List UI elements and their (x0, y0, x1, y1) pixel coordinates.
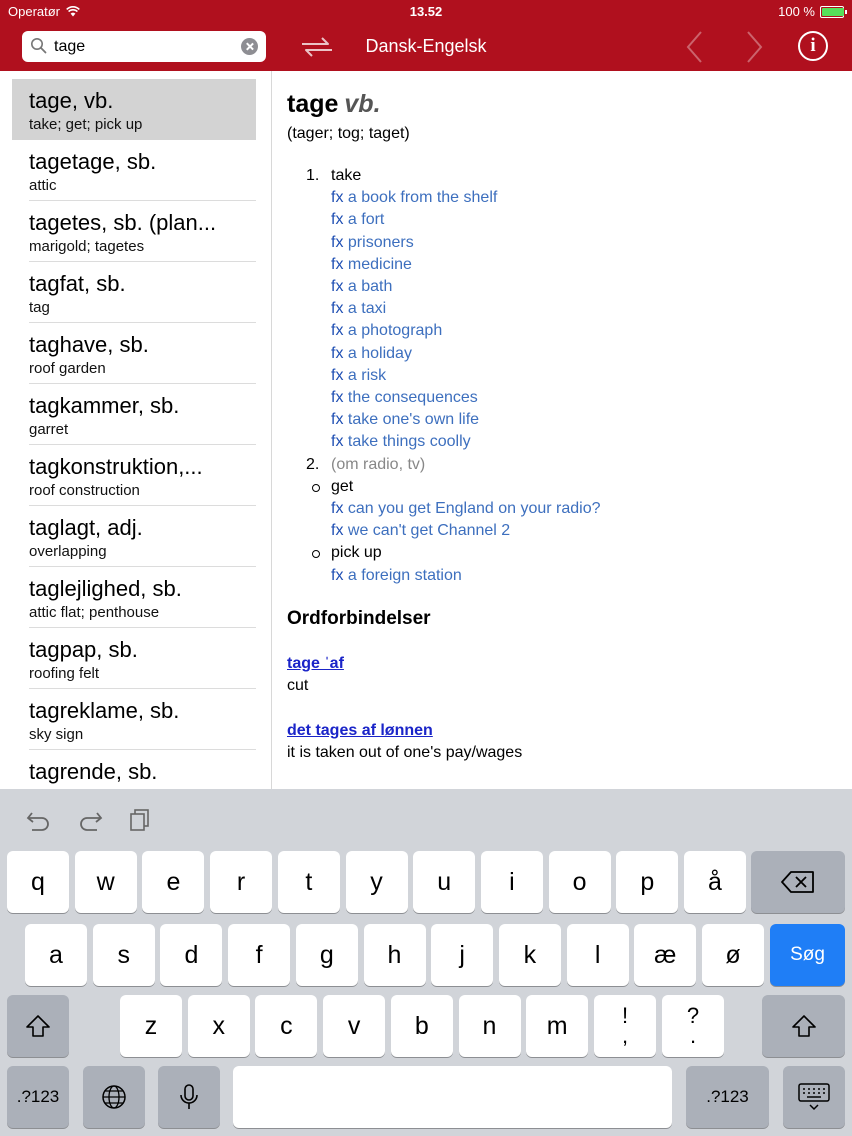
punct-top: ! (621, 1003, 629, 1028)
phrase-entry (287, 653, 847, 697)
dictionary-entry (287, 71, 847, 789)
example-text: take things coolly (347, 433, 471, 451)
phrase-link[interactable] (287, 720, 847, 742)
backspace-icon (781, 870, 815, 894)
fx-marker: fx (331, 522, 344, 540)
search-field[interactable] (22, 31, 266, 62)
fx-marker: fx (331, 278, 344, 296)
key-m[interactable]: m (526, 995, 588, 1057)
subsense-get: get (287, 476, 847, 498)
key-exclamation-comma[interactable] (594, 995, 656, 1057)
app-header (0, 0, 852, 71)
list-item-translation: garret (29, 421, 69, 438)
example-link[interactable] (331, 409, 847, 431)
key-n[interactable]: n (459, 995, 521, 1057)
phrase-entry (287, 720, 847, 764)
entry-headword (287, 90, 847, 119)
fx-marker: fx (331, 566, 344, 584)
example-text: prisoners (347, 233, 414, 251)
fx-marker: fx (331, 389, 344, 407)
list-item[interactable] (12, 567, 256, 628)
key-y[interactable]: y (346, 851, 408, 913)
example-text: medicine (347, 255, 412, 273)
example-text: a fort (347, 211, 385, 229)
key-s[interactable]: s (93, 924, 155, 986)
list-item-headword: tagrende, sb. (29, 759, 158, 784)
example-text: a foreign station (347, 566, 462, 584)
example-link[interactable] (331, 187, 847, 209)
punct-bottom: , (621, 1023, 629, 1048)
word-list[interactable] (0, 71, 272, 789)
key-question-period[interactable] (662, 995, 724, 1057)
fx-marker: fx (331, 344, 344, 362)
list-item-translation: sky sign (29, 726, 84, 743)
list-item[interactable] (12, 262, 256, 323)
list-item-headword: tagetage, sb. (29, 149, 157, 174)
list-item-headword: tagkonstruktion,... (29, 454, 203, 479)
key-j[interactable]: j (431, 924, 493, 986)
list-item-headword: taglagt, adj. (29, 515, 143, 540)
example-text: we can't get Channel 2 (347, 522, 511, 540)
key-o[interactable]: o (549, 851, 611, 913)
key-g[interactable]: g (296, 924, 358, 986)
sense-number: 2. (306, 455, 320, 473)
example-text: a bath (347, 278, 393, 296)
battery-percent: 100 % (778, 4, 815, 19)
list-item[interactable] (12, 323, 256, 384)
example-link[interactable] (331, 387, 847, 409)
list-item-headword: tagreklame, sb. (29, 698, 180, 723)
example-link[interactable] (331, 320, 847, 342)
list-item[interactable] (12, 689, 256, 750)
subsense-pick-up: pick up (287, 542, 847, 564)
key-c[interactable]: c (255, 995, 317, 1057)
example-link[interactable] (331, 343, 847, 365)
battery-icon (820, 6, 844, 18)
list-item[interactable] (12, 445, 256, 506)
keyboard-toolbar (0, 789, 852, 849)
sense-number: 1. (306, 167, 320, 184)
phrase-meaning: cut (287, 676, 309, 694)
search-icon (30, 37, 48, 55)
key-x[interactable]: x (188, 995, 250, 1057)
key-d[interactable]: d (160, 924, 222, 986)
battery-info (778, 4, 844, 19)
list-item[interactable] (12, 628, 256, 689)
list-item[interactable] (12, 506, 256, 567)
list-item[interactable] (12, 79, 256, 140)
example-text: a book from the shelf (347, 189, 498, 207)
redo-icon[interactable] (77, 807, 103, 833)
example-text: a risk (347, 366, 387, 384)
key-k[interactable]: k (499, 924, 561, 986)
list-item-headword: tage, vb. (29, 88, 114, 113)
example-link[interactable] (331, 232, 847, 254)
example-link[interactable] (331, 298, 847, 320)
carrier-label: Operatør (8, 4, 61, 19)
key-t[interactable]: t (278, 851, 340, 913)
key-v[interactable]: v (323, 995, 385, 1057)
list-item-translation: roof construction (29, 482, 140, 499)
shift-key-left[interactable] (7, 995, 69, 1057)
undo-icon[interactable] (26, 807, 52, 833)
globe-icon (101, 1084, 127, 1110)
example-link[interactable] (331, 365, 847, 387)
list-item-headword: tagpap, sb. (29, 637, 138, 662)
fx-marker: fx (331, 411, 344, 429)
list-item[interactable] (12, 140, 256, 201)
punct-top: ? (686, 1003, 700, 1028)
key-p[interactable]: p (616, 851, 678, 913)
example-link[interactable] (331, 254, 847, 276)
fx-marker: fx (331, 189, 344, 207)
example-text: a holiday (347, 344, 412, 362)
fx-marker: fx (331, 300, 344, 318)
key-a[interactable]: a (25, 924, 87, 986)
key-z[interactable]: z (120, 995, 182, 1057)
phrase-meaning: it is taken out of one's pay/wages (287, 743, 523, 761)
microphone-icon (179, 1084, 199, 1110)
list-item-headword: taglejlighed, sb. (29, 576, 182, 601)
key-ø[interactable]: ø (702, 924, 764, 986)
phrases-heading: Ordforbindelser (287, 607, 431, 629)
list-item-translation: roof garden (29, 360, 106, 377)
key-w[interactable]: w (75, 851, 137, 913)
list-item-translation: take; get; pick up (29, 116, 143, 133)
forward-arrow-icon[interactable] (743, 30, 765, 64)
space-bar[interactable] (233, 1066, 672, 1128)
list-item-translation: tag (29, 299, 50, 316)
sense-2 (287, 454, 847, 476)
on-screen-keyboard (0, 789, 852, 1136)
example-text: a taxi (347, 300, 387, 318)
list-item-translation: roofing felt (29, 665, 100, 682)
fx-marker: fx (331, 255, 344, 273)
list-item-headword: taghave, sb. (29, 332, 149, 357)
headword-text: tage (287, 90, 339, 118)
sense-note: (om radio, tv) (331, 455, 426, 473)
phrase-term[interactable]: tage ˈaf (287, 654, 344, 672)
example-link[interactable] (331, 431, 847, 453)
key-e[interactable]: e (142, 851, 204, 913)
key-b[interactable]: b (391, 995, 453, 1057)
key-l[interactable]: l (567, 924, 629, 986)
numbers-key-left[interactable]: .?123 (7, 1066, 69, 1128)
key-u[interactable]: u (413, 851, 475, 913)
example-text: can you get England on your radio? (347, 500, 601, 518)
shift-key-right[interactable] (762, 995, 845, 1057)
list-item-translation: overlapping (29, 543, 107, 560)
key-f[interactable]: f (228, 924, 290, 986)
hide-keyboard-key[interactable] (783, 1066, 845, 1128)
phrase-link[interactable] (287, 653, 847, 675)
example-text: take one's own life (347, 411, 480, 429)
example-link[interactable] (331, 498, 847, 520)
list-item-headword: tagfat, sb. (29, 271, 126, 296)
fx-marker: fx (331, 500, 344, 518)
list-item[interactable] (12, 384, 256, 445)
list-item-headword: tagetes, sb. (plan... (29, 210, 217, 235)
paste-icon[interactable] (128, 807, 154, 833)
dictation-key[interactable] (158, 1066, 220, 1128)
key-q[interactable]: q (7, 851, 69, 913)
back-arrow-icon[interactable] (684, 30, 706, 64)
shift-icon (791, 1013, 817, 1039)
shift-icon (25, 1013, 51, 1039)
fx-marker: fx (331, 233, 344, 251)
punct-bottom: . (689, 1023, 697, 1048)
fx-marker: fx (331, 211, 344, 229)
part-of-speech: vb. (344, 90, 381, 118)
sense-1 (287, 165, 847, 454)
info-icon: i (810, 35, 816, 56)
list-item[interactable] (12, 201, 256, 262)
sense-list (287, 165, 847, 587)
hide-keyboard-icon (797, 1082, 831, 1112)
fx-marker: fx (331, 433, 344, 451)
search-return-key[interactable]: Søg (770, 924, 845, 986)
search-input[interactable] (54, 35, 232, 58)
list-item-translation: attic (29, 177, 57, 194)
dictionary-title: Dansk-Engelsk (365, 36, 487, 56)
status-bar (0, 0, 852, 24)
inflection-forms: (tager; tog; taget) (287, 125, 410, 142)
clear-search-icon[interactable] (241, 38, 258, 55)
example-link[interactable] (331, 276, 847, 298)
phrase-term[interactable]: det tages af lønnen (287, 721, 433, 739)
key-i[interactable]: i (481, 851, 543, 913)
example-link[interactable] (331, 565, 847, 587)
key-æ[interactable]: æ (634, 924, 696, 986)
list-item-headword: tagkammer, sb. (29, 393, 180, 418)
list-item-translation: attic flat; penthouse (29, 604, 160, 621)
swap-languages-icon[interactable] (298, 34, 336, 60)
key-r[interactable]: r (210, 851, 272, 913)
key-h[interactable]: h (364, 924, 426, 986)
backspace-key[interactable] (751, 851, 845, 913)
list-item-translation: marigold; tagetes (29, 238, 145, 255)
fx-marker: fx (331, 366, 344, 384)
key-å[interactable]: å (684, 851, 746, 913)
status-time: 13.52 (409, 4, 443, 19)
fx-marker: fx (331, 322, 344, 340)
numbers-key-right[interactable]: .?123 (686, 1066, 769, 1128)
globe-key[interactable] (83, 1066, 145, 1128)
example-text: a photograph (347, 322, 443, 340)
info-button[interactable] (798, 31, 828, 61)
sense-gloss: take (331, 167, 362, 184)
example-link[interactable] (331, 209, 847, 231)
example-link[interactable] (331, 520, 847, 542)
example-text: the consequences (347, 389, 478, 407)
